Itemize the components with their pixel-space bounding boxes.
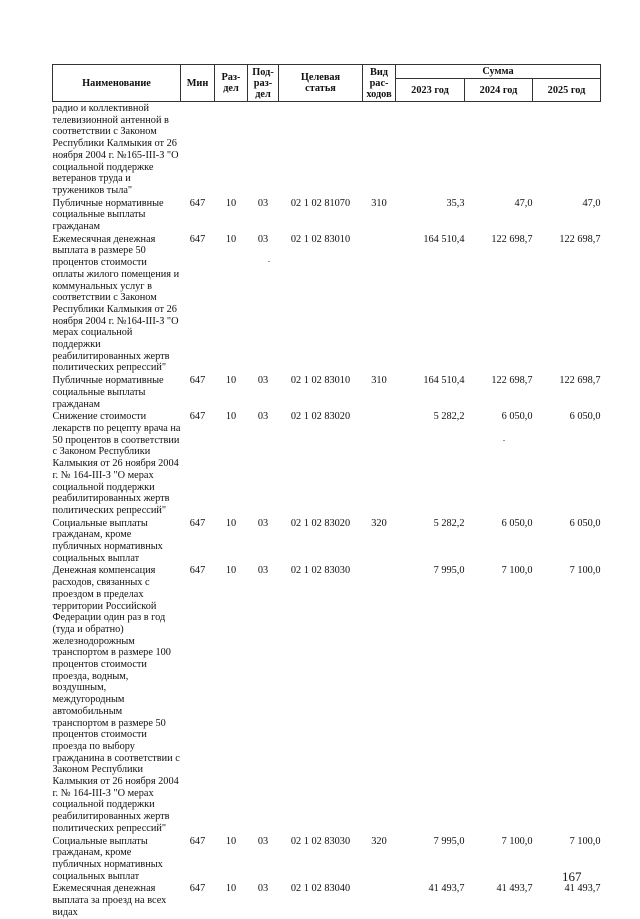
table-row	[53, 233, 601, 374]
cell-vid: 310	[371, 197, 387, 209]
table-row	[53, 564, 601, 834]
cell-2023: 5 282,2	[433, 411, 465, 423]
cell-2023: 164 510,4	[423, 233, 465, 245]
cell-2024: 47,0	[514, 197, 533, 209]
cell-2023: 41 493,7	[428, 883, 465, 895]
cell-name: Публичные нормативные социальные выплаты гражданам	[52, 375, 164, 410]
cell-2025: 122 698,7	[559, 233, 601, 245]
cell-razdel: 10	[225, 517, 237, 529]
cell-2023: 5 282,2	[433, 517, 465, 529]
cell-min: 647	[189, 411, 206, 423]
cell-vid	[363, 410, 396, 516]
cell-podrazdel: 03	[257, 565, 269, 577]
cell-2024: 122 698,7	[491, 233, 533, 245]
header-year-2024: 2024 год	[465, 79, 533, 102]
cell-2023: 7 995,0	[433, 565, 465, 577]
table-row	[53, 882, 601, 918]
cell-target: 02 1 02 83020	[290, 411, 351, 423]
cell-2023	[396, 102, 465, 197]
cell-vid: 320	[371, 835, 387, 847]
cell-target: 02 1 02 83040	[290, 883, 351, 895]
cell-2025: 122 698,7	[559, 375, 601, 387]
header-name: Наименование	[53, 65, 181, 102]
cell-razdel: 10	[225, 835, 237, 847]
cell-podrazdel: 03	[257, 375, 269, 387]
table-row	[53, 102, 601, 197]
cell-name: Снижение стоимости лекарств по рецепту врача на 50 процентов в соответствии с Законом Республики Калмыкия от 26 ноября 2004 г. № 164-III-З "О мерах социальной поддержки реабилитированных жертв политических репрессий"	[52, 411, 181, 516]
cell-name: Ежемесячная денежная выплата за проезд на всех видах	[52, 883, 167, 918]
cell-min: 647	[189, 565, 206, 577]
cell-target: 02 1 02 83030	[290, 565, 351, 577]
cell-2024: 7 100,0	[501, 565, 533, 577]
budget-table	[52, 64, 601, 919]
scan-speck	[268, 261, 270, 262]
cell-min: 647	[189, 883, 206, 895]
cell-razdel: 10	[225, 411, 237, 423]
cell-name: Денежная компенсация расходов, связанных с проездом в пределах территории Российской Федерации один раз в год (туда и обратно) железнодорожным транспортом в размере 100 процентов стоимости проезда, водным, воздушным, междугородным автомобильным транспортом в размере 50 процентов стоимости проезда по выбору гражданина в соответствии с Законом Республики Калмыкия от 26 ноября 2004 г. № 164-III-З "О мерах социальной поддержки реабилитированных жертв политических репрессий"	[52, 565, 180, 834]
header-sum: Сумма	[396, 65, 601, 79]
cell-razdel: 10	[225, 233, 237, 245]
cell-vid	[363, 102, 396, 197]
cell-min: 647	[189, 835, 206, 847]
cell-podrazdel: 03	[257, 517, 269, 529]
cell-name: Публичные нормативные социальные выплаты гражданам	[52, 197, 164, 233]
cell-name: радио и коллективной телевизионной антенной в соответствии с Законом Республики Калмыкия от 26 ноября 2004 г. №165-III-З "О социальной поддержке ветеранов труда и тружеников тыла"	[52, 103, 179, 196]
cell-2025: 47,0	[582, 197, 601, 209]
table-row	[53, 835, 601, 883]
cell-podrazdel: 03	[257, 835, 269, 847]
cell-2025: 7 100,0	[569, 835, 601, 847]
cell-2025: 6 050,0	[569, 411, 601, 423]
header-podrazdel: Под- раз- дел	[248, 65, 279, 102]
cell-min: 647	[189, 233, 206, 245]
cell-2024	[465, 102, 533, 197]
cell-2025: 7 100,0	[569, 565, 601, 577]
cell-min: 647	[189, 375, 206, 387]
cell-2023: 7 995,0	[433, 835, 465, 847]
cell-2024: 41 493,7	[496, 883, 533, 895]
cell-podrazdel: 03	[257, 883, 269, 895]
cell-razdel	[215, 102, 248, 197]
cell-vid	[363, 564, 396, 834]
cell-2023: 164 510,4	[423, 375, 465, 387]
cell-vid	[363, 882, 396, 918]
cell-target: 02 1 02 83010	[290, 375, 351, 387]
cell-2025: 6 050,0	[569, 517, 601, 529]
table-body	[53, 102, 601, 919]
cell-podrazdel	[248, 102, 279, 197]
cell-2025	[533, 102, 601, 197]
cell-name: Социальные выплаты гражданам, кроме публичных нормативных социальных выплат	[52, 835, 163, 882]
cell-podrazdel: 03	[257, 197, 269, 209]
cell-2024: 6 050,0	[501, 411, 533, 423]
cell-min: 647	[189, 517, 206, 529]
header-target: Целевая статья	[279, 65, 363, 102]
cell-target	[279, 102, 363, 197]
table-row	[53, 374, 601, 410]
cell-2025: 41 493,7	[564, 883, 601, 895]
cell-target: 02 1 02 83020	[290, 517, 351, 529]
table-row	[53, 410, 601, 516]
cell-razdel: 10	[225, 883, 237, 895]
scan-speck	[503, 440, 505, 441]
cell-2024: 6 050,0	[501, 517, 533, 529]
cell-name: Ежемесячная денежная выплата в размере 50 процентов стоимости оплаты жилого помещения и коммунальных услуг в соответствии с Законом Республики Калмыкия от 26 ноября 2004 г. №164-III-З "О мерах социальной поддержки реабилитированных жертв политических репрессий"	[52, 233, 180, 374]
header-min: Мин	[181, 65, 215, 102]
cell-vid: 320	[371, 517, 387, 529]
cell-min	[181, 102, 215, 197]
cell-vid	[363, 233, 396, 374]
header-vid: Вид рас- ходов	[363, 65, 396, 102]
header-year-2025: 2025 год	[533, 79, 601, 102]
page-number: 167	[562, 869, 582, 884]
cell-podrazdel: 03	[257, 411, 269, 423]
table-row	[53, 517, 601, 565]
cell-target: 02 1 02 83010	[290, 233, 351, 245]
header-year-2023: 2023 год	[396, 79, 465, 102]
table-header	[53, 65, 601, 102]
header-razdel: Раз- дел	[215, 65, 248, 102]
cell-2023: 35,3	[446, 197, 465, 209]
cell-2024: 7 100,0	[501, 835, 533, 847]
cell-podrazdel: 03	[257, 233, 269, 245]
cell-razdel: 10	[225, 197, 237, 209]
cell-2024: 122 698,7	[491, 375, 533, 387]
cell-razdel: 10	[225, 375, 237, 387]
cell-razdel: 10	[225, 565, 237, 577]
table-row	[53, 197, 601, 233]
cell-name: Социальные выплаты гражданам, кроме публичных нормативных социальных выплат	[52, 517, 163, 564]
cell-vid: 310	[371, 375, 387, 387]
cell-target: 02 1 02 83030	[290, 835, 351, 847]
cell-min: 647	[189, 197, 206, 209]
cell-target: 02 1 02 81070	[290, 197, 351, 209]
